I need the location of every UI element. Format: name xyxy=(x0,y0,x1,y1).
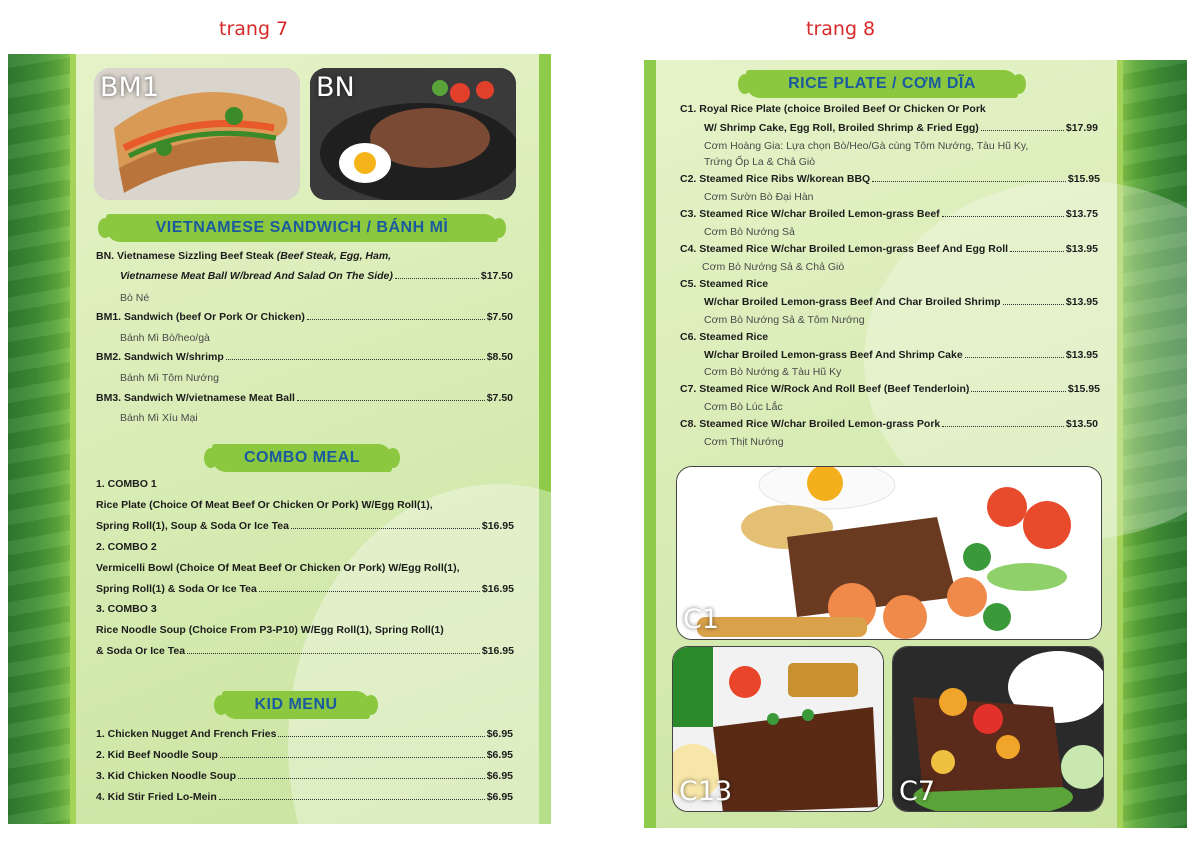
menu-item-bm1 xyxy=(96,311,513,323)
menu-item-kid-3 xyxy=(96,770,513,782)
rice-plate-illustration xyxy=(677,467,1102,640)
item-viet-name: Cơm Sườn Bò Đại Hàn xyxy=(704,191,814,203)
leader-dots xyxy=(278,736,484,737)
item-price: $13.95 xyxy=(1065,243,1098,255)
photo-code-c7: C7 xyxy=(899,776,936,807)
item-price: $17.50 xyxy=(480,270,513,282)
item-name: 2. Kid Beef Noodle Soup xyxy=(96,749,218,761)
item-name: C7. Steamed Rice W/Rock And Roll Beef (Beef Tenderloin) xyxy=(680,383,970,395)
item-viet-name: Trứng Ốp La & Chả Giò xyxy=(704,156,816,168)
item-price: $6.95 xyxy=(486,728,513,740)
menu-item-c5-line1 xyxy=(680,278,768,290)
combo-heading-text: 1. COMBO 1 xyxy=(96,478,157,490)
leader-dots xyxy=(971,391,1065,392)
photo-c1-royal-rice-plate xyxy=(676,466,1102,640)
menu-item-bn-line1 xyxy=(96,250,516,262)
leader-dots xyxy=(1010,251,1064,252)
item-price: $13.50 xyxy=(1065,418,1098,430)
item-viet-name: Bánh Mì Bò/heo/gà xyxy=(120,332,210,344)
item-name: W/char Broiled Lemon-grass Beef And Shrimp Cake xyxy=(704,349,963,361)
leader-dots xyxy=(1003,304,1064,305)
menu-item-c1 xyxy=(704,122,1098,134)
photo-bn-sizzling-beef xyxy=(310,68,516,200)
item-viet-name: Bánh Mì Xíu Mại xyxy=(120,412,198,424)
item-price: $13.75 xyxy=(1065,208,1098,220)
item-name: C4. Steamed Rice W/char Broiled Lemon-grass Beef And Egg Roll xyxy=(680,243,1009,255)
right-outer-strip xyxy=(644,60,656,828)
item-price: $6.95 xyxy=(486,791,513,803)
item-name: W/char Broiled Lemon-grass Beef And Char Broiled Shrimp xyxy=(704,296,1001,308)
menu-item-combo-2 xyxy=(96,583,514,595)
menu-page-left xyxy=(8,54,551,824)
item-price: $17.99 xyxy=(1065,122,1098,134)
item-price: $7.50 xyxy=(486,392,513,404)
leader-dots xyxy=(238,778,485,779)
item-price: $6.95 xyxy=(486,770,513,782)
section-banner-sandwich: VIETNAMESE SANDWICH / BÁNH MÌ xyxy=(106,214,498,242)
menu-item-c1-line1 xyxy=(680,103,986,115)
menu-item-bm2 xyxy=(96,351,513,363)
section-banner-combo: COMBO MEAL xyxy=(212,444,392,472)
page-label-left: trang 7 xyxy=(219,18,289,40)
menu-item-combo-1 xyxy=(96,520,514,532)
menu-item-kid-1 xyxy=(96,728,513,740)
menu-item-combo-3 xyxy=(96,645,514,657)
leader-dots xyxy=(226,359,485,360)
photo-code-bn: BN xyxy=(316,72,355,103)
item-viet-name: Cơm Bò Nướng & Tàu Hũ Ky xyxy=(704,366,842,378)
menu-item-c5 xyxy=(704,296,1098,308)
section-banner-rice-plate: RICE PLATE / CƠM DĨA xyxy=(746,70,1018,98)
item-price: $16.95 xyxy=(481,645,514,657)
leader-dots xyxy=(219,799,485,800)
menu-item-c2 xyxy=(680,173,1100,185)
combo-3-line1 xyxy=(96,624,444,636)
item-name: 3. Kid Chicken Noodle Soup xyxy=(96,770,237,782)
item-price: $15.95 xyxy=(1067,173,1100,185)
item-name: Vietnamese Meat Ball W/bread And Salad On The Side) xyxy=(120,270,393,282)
leader-dots xyxy=(395,278,479,279)
leader-dots xyxy=(259,591,480,592)
leader-dots xyxy=(965,357,1064,358)
combo-2-line1 xyxy=(96,562,460,574)
item-viet-name: Cơm Bò Nướng Sả & Chả Giò xyxy=(702,261,845,273)
item-name: C6. Steamed Rice xyxy=(680,331,769,343)
menu-item-c3 xyxy=(680,208,1098,220)
item-name: BN. Vietnamese Sizzling Beef Steak xyxy=(96,250,274,262)
item-price: $6.95 xyxy=(486,749,513,761)
leader-dots xyxy=(981,130,1064,131)
item-name: BM2. Sandwich W/shrimp xyxy=(96,351,224,363)
combo-desc: Vermicelli Bowl (Choice Of Meat Beef Or Chicken Or Pork) W/Egg Roll(1), xyxy=(96,562,460,574)
item-viet-name: Bánh Mì Tôm Nướng xyxy=(120,372,219,384)
photo-code-c13: C13 xyxy=(679,776,733,807)
combo-desc: Rice Plate (Choice Of Meat Beef Or Chicken Or Pork) W/Egg Roll(1), xyxy=(96,499,433,511)
left-inner-strip xyxy=(70,54,76,824)
item-name: BM1. Sandwich (beef Or Pork Or Chicken) xyxy=(96,311,305,323)
combo-desc: Spring Roll(1) & Soda Or Ice Tea xyxy=(96,583,257,595)
photo-c7-shaking-beef xyxy=(892,646,1104,812)
item-price: $13.95 xyxy=(1065,296,1098,308)
combo-heading-text: 2. COMBO 2 xyxy=(96,541,157,553)
item-viet-name: Cơm Bò Nướng Sả & Tôm Nướng xyxy=(704,314,865,326)
item-name: BM3. Sandwich W/vietnamese Meat Ball xyxy=(96,392,295,404)
item-price: $7.50 xyxy=(486,311,513,323)
item-viet-name: Bò Né xyxy=(120,292,150,304)
combo-heading-text: 3. COMBO 3 xyxy=(96,603,157,615)
item-name: 1. Chicken Nugget And French Fries xyxy=(96,728,277,740)
leader-dots xyxy=(220,757,485,758)
item-viet-name: Cơm Hoàng Gia: Lựa chọn Bò/Heo/Gà cùng Tôm Nướng, Tàu Hũ Ky, xyxy=(704,140,1029,152)
combo-desc: & Soda Or Ice Tea xyxy=(96,645,186,657)
leader-dots xyxy=(942,216,1064,217)
leader-dots xyxy=(297,400,485,401)
item-name: C8. Steamed Rice W/char Broiled Lemon-grass Pork xyxy=(680,418,941,430)
menu-page-right xyxy=(644,60,1187,828)
leader-dots xyxy=(942,426,1064,427)
combo-desc: Spring Roll(1), Soup & Soda Or Ice Tea xyxy=(96,520,289,532)
leader-dots xyxy=(291,528,480,529)
item-name: C5. Steamed Rice xyxy=(680,278,769,290)
item-viet-name: Cơm Bò Lúc Lắc xyxy=(704,401,783,413)
menu-item-c6-line1 xyxy=(680,331,768,343)
item-name-italic: (Beef Steak, Egg, Ham, xyxy=(276,250,392,262)
combo-1-line1 xyxy=(96,499,433,511)
item-price: $13.95 xyxy=(1065,349,1098,361)
photo-c13-dish xyxy=(672,646,884,812)
leader-dots xyxy=(187,653,480,654)
item-name: W/ Shrimp Cake, Egg Roll, Broiled Shrimp & Fried Egg) xyxy=(704,122,979,134)
left-decor-band xyxy=(8,54,70,824)
item-name: C3. Steamed Rice W/char Broiled Lemon-grass Beef xyxy=(680,208,940,220)
item-price: $16.95 xyxy=(481,583,514,595)
item-price: $16.95 xyxy=(481,520,514,532)
page-label-right: trang 8 xyxy=(806,18,876,40)
combo-2-heading xyxy=(96,541,157,553)
leader-dots xyxy=(872,181,1066,182)
item-name: C2. Steamed Rice Ribs W/korean BBQ xyxy=(680,173,871,185)
section-banner-kid-menu: KID MENU xyxy=(222,691,370,719)
item-price: $8.50 xyxy=(486,351,513,363)
photo-code-c1: C1 xyxy=(683,604,720,635)
menu-item-c6 xyxy=(704,349,1098,361)
menu-item-c7 xyxy=(680,383,1100,395)
menu-item-kid-2 xyxy=(96,749,513,761)
item-viet-name: Cơm Bò Nướng Sả xyxy=(704,226,795,238)
menu-item-bn xyxy=(120,270,513,282)
item-viet-name: Cơm Thịt Nướng xyxy=(704,436,784,448)
menu-item-kid-4 xyxy=(96,791,513,803)
photo-code-bm1: BM1 xyxy=(100,72,159,103)
item-name: C1. Royal Rice Plate (choice Broiled Beef Or Chicken Or Pork xyxy=(680,103,986,115)
leader-dots xyxy=(307,319,485,320)
menu-item-bm3 xyxy=(96,392,513,404)
item-price: $15.95 xyxy=(1067,383,1100,395)
menu-item-c8 xyxy=(680,418,1098,430)
combo-3-heading xyxy=(96,603,157,615)
combo-desc: Rice Noodle Soup (Choice From P3-P10) W/Egg Roll(1), Spring Roll(1) xyxy=(96,624,444,636)
combo-1-heading xyxy=(96,478,157,490)
menu-item-c4 xyxy=(680,243,1098,255)
photo-bm1-sandwich xyxy=(94,68,300,200)
item-name: 4. Kid Stir Fried Lo-Mein xyxy=(96,791,217,803)
